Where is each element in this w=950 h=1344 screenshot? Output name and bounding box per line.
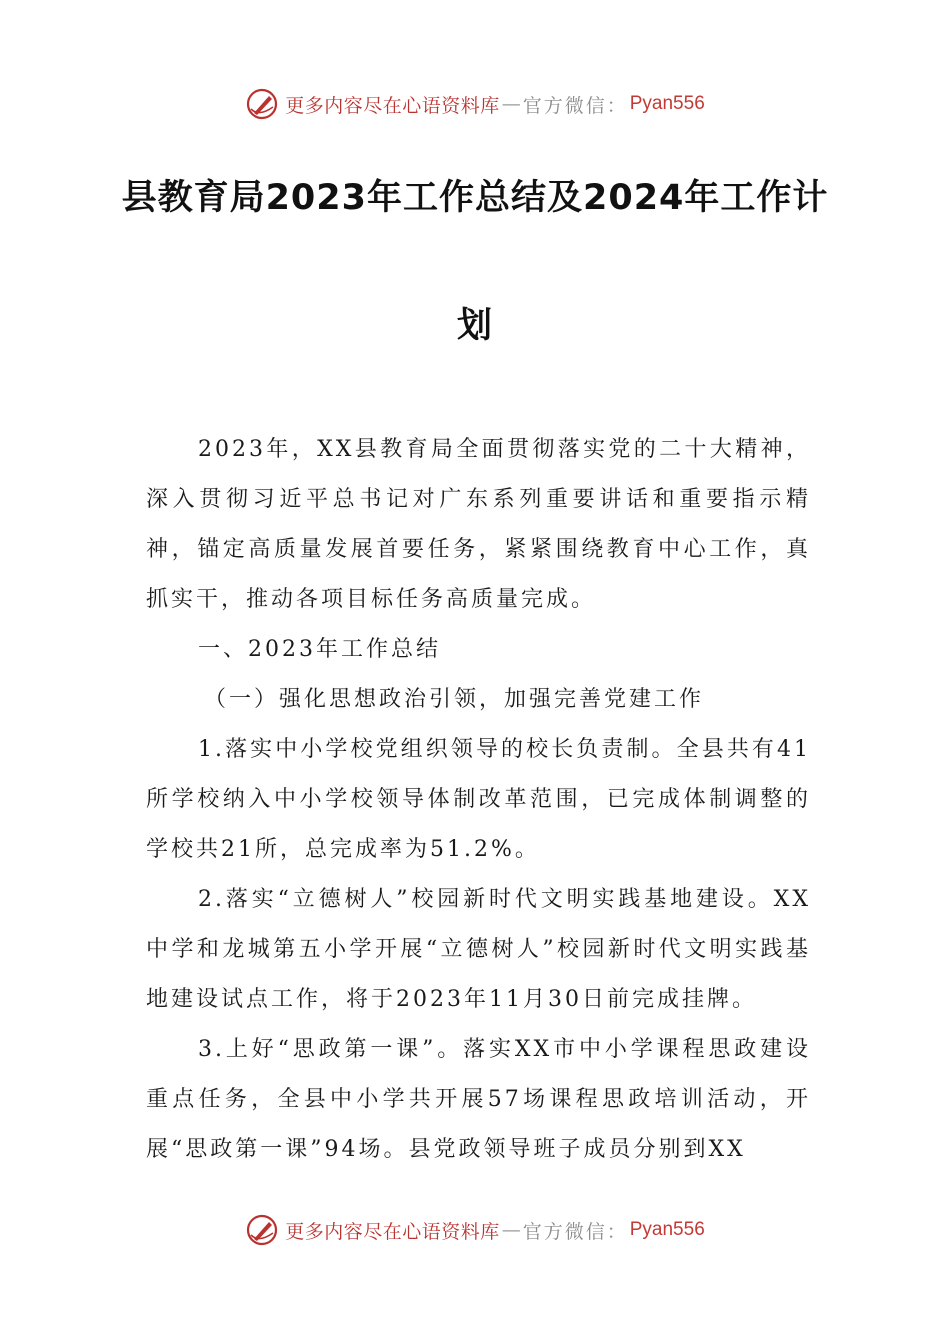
banner-brand-text: 更多内容尽在心语资料库 bbox=[285, 1220, 500, 1243]
subsection-heading: （一）强化思想政治引领，加强完善党建工作 bbox=[204, 687, 705, 712]
paragraph-item-2: 2.落实“立德树人”校园新时代文明实践基地建设。XX中学和龙城第五小学开展“立德树人”校园新时代文明实践基地建设试点工作，将于2023年11月30日前完成挂牌。 bbox=[146, 887, 811, 1012]
pen-circle-logo-icon bbox=[245, 1213, 279, 1247]
paragraph-intro: 2023年，XX县教育局全面贯彻落实党的二十大精神，深入贯彻习近平总书记对广东系列重要讲话和重要指示精神，锚定高质量发展首要任务，紧紧围绕教育中心工作，真抓实干，推动各项目标任务高质量完成。 bbox=[146, 437, 811, 612]
banner-brand-text: 更多内容尽在心语资料库 bbox=[285, 94, 500, 117]
banner-dash: — bbox=[501, 1219, 521, 1241]
banner-wechat-id: Pyan556 bbox=[629, 93, 705, 114]
document-title-line-1: 县教育局2023年工作总结及2024年工作计 bbox=[121, 178, 829, 218]
footer-banner bbox=[0, 1210, 950, 1250]
paragraph-item-3: 3.上好“思政第一课”。落实XX市中小学课程思政建设重点任务，全县中小学共开展57场课程思政培训活动，开展“思政第一课”94场。县党政领导班子成员分别到XX bbox=[146, 1037, 811, 1162]
header-banner bbox=[0, 84, 950, 124]
document-body bbox=[146, 425, 811, 1175]
banner-official-label: 官方微信： bbox=[522, 94, 628, 117]
banner-official-label: 官方微信： bbox=[522, 1220, 628, 1243]
paragraph-item-1: 1.落实中小学校党组织领导的校长负责制。全县共有41所学校纳入中小学校领导体制改革范围，已完成体制调整的学校共21所，总完成率为51.2%。 bbox=[146, 737, 811, 862]
pen-circle-logo-icon bbox=[245, 87, 279, 121]
banner-dash: — bbox=[501, 93, 521, 115]
banner-wechat-id: Pyan556 bbox=[629, 1219, 705, 1240]
document-title-line-2: 划 bbox=[456, 306, 493, 346]
section-heading: 一、2023年工作总结 bbox=[198, 637, 441, 662]
